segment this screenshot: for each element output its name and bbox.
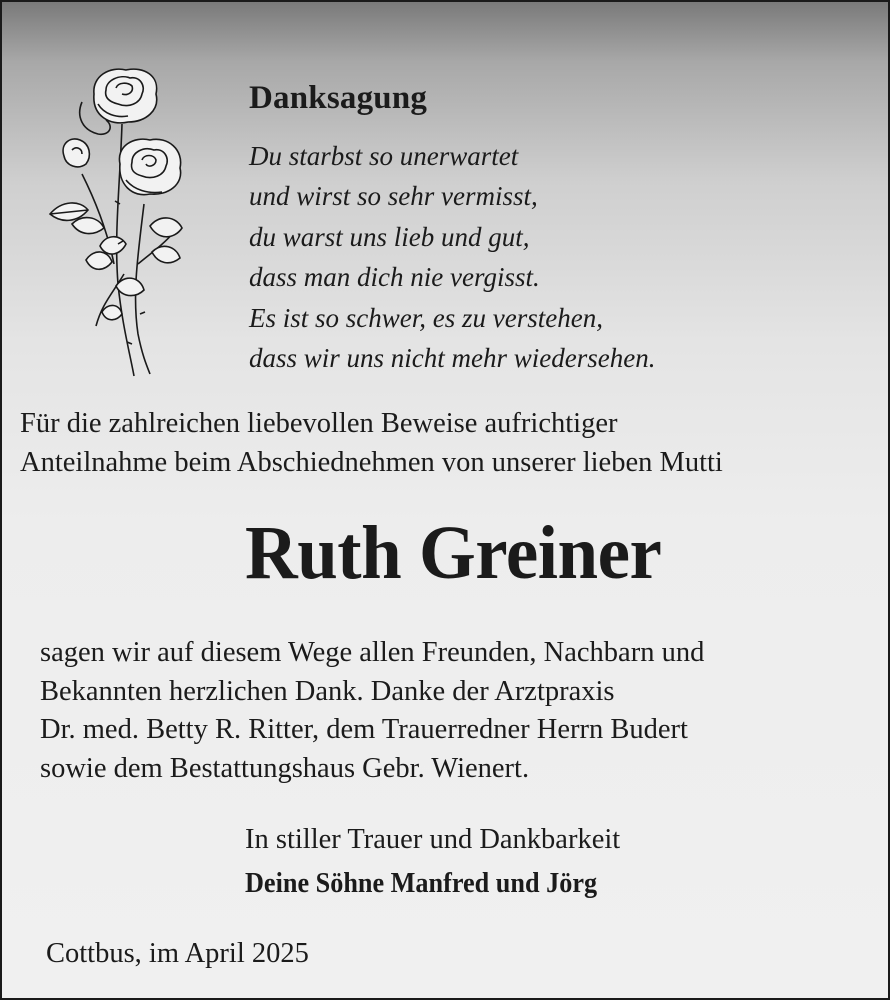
thanks-line: Bekannten herzlichen Dank. Danke der Arztpraxis (40, 675, 615, 707)
poem-line: dass wir uns nicht mehr wiedersehen. (249, 343, 656, 374)
poem-line: dass man dich nie vergisst. (249, 262, 540, 293)
intro-line: Anteilnahme beim Abschiednehmen von unserer lieben Mutti (20, 447, 723, 478)
deceased-name: Ruth Greiner (245, 511, 662, 595)
thanks-line: sagen wir auf diesem Wege allen Freunden, Nachbarn und (40, 637, 705, 668)
thanks-text (40, 634, 704, 788)
thanks-line: sowie dem Bestattungshaus Gebr. Wienert. (40, 752, 530, 784)
notice-heading: Danksagung (249, 80, 428, 116)
poem-line: und wirst so sehr vermisst, (249, 181, 538, 212)
closing-text: In stiller Trauer und Dankbarkeit (245, 824, 621, 855)
intro-line: Für die zahlreichen liebevollen Beweise aufrichtiger (20, 408, 618, 439)
poem-line: Es ist so schwer, es zu verstehen, (249, 302, 603, 333)
signers: Deine Söhne Manfred und Jörg (245, 868, 598, 899)
intro-text (20, 404, 723, 482)
place-date: Cottbus, im April 2025 (46, 938, 309, 969)
poem-line: du warst uns lieb und gut, (249, 221, 530, 252)
poem (249, 136, 655, 378)
poem-line: Du starbst so unerwartet (249, 141, 519, 171)
thanks-line: Dr. med. Betty R. Ritter, dem Trauerredner Herrn Budert (40, 714, 688, 745)
rose-drawing-icon (42, 64, 192, 379)
